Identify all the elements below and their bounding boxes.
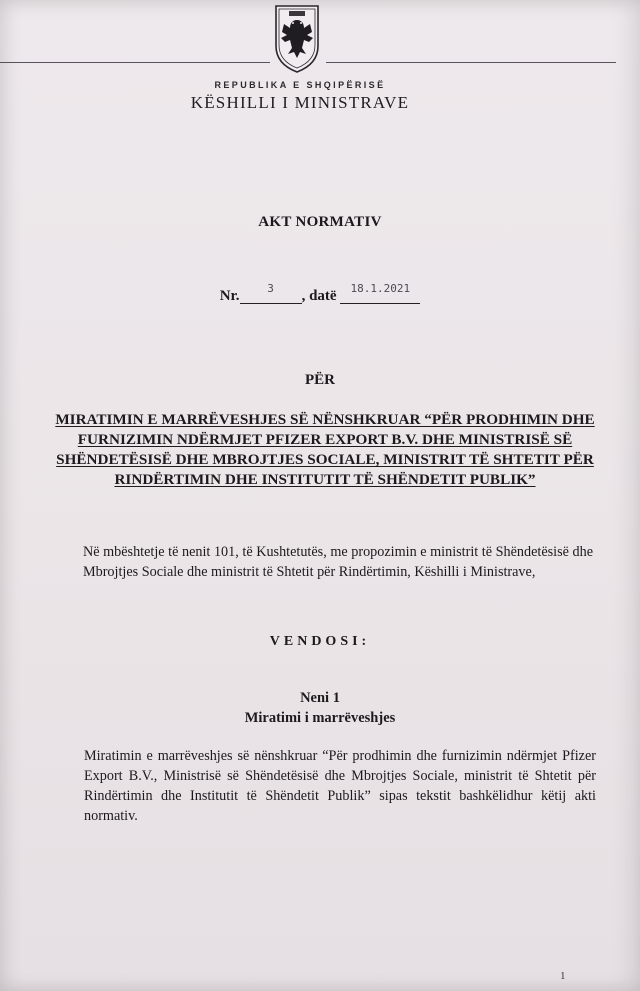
republic-name: REPUBLIKA E SHQIPËRISË (214, 80, 386, 90)
article-title: Miratimi i marrëveshjes (244, 710, 396, 726)
number-value: 3 (267, 282, 274, 295)
article-body: Miratimin e marrëveshjes së nënshkruar “Për prodhimin dhe furnizimin ndërmjet Pfizer Export B.V., Ministrisë së Shëndetësisë dhe Mbrojtjes Sociale, ministrit të Shtetit për Rindërtimin dhe Institutit të Shëndetit Publik” sipas tekstit bashkëlidhur këtij akti normativ. (84, 748, 596, 824)
article-number: Neni 1 (300, 690, 340, 706)
preamble-paragraph: Në mbështetje të nenit 101, të Kushtetutës, me propozimin e ministrit të Shëndetësisë dhe Mbrojtjes Sociale dhe ministrit të Shtetit për Rindërtimin, Këshilli i Ministrave, (83, 544, 593, 580)
date-label: , datë (301, 288, 337, 304)
header-rule-right (326, 62, 616, 63)
council-of-ministers-name: KËSHILLI I MINISTRAVE (190, 93, 410, 112)
act-title: MIRATIMIN E MARRËVESHJES SË NËNSHKRUAR “PËR PRODHIMIN DHE FURNIZIMIN NDËRMJET PFIZER EXPORT B.V. DHE MINISTRISË SË SHËNDETËSISË DHE MBROJTJES SOCIALE, MINISTRIT TË SHTETIT PËR RINDËRTIMIN DHE INSTITUTIT TË SHËNDETIT PUBLIK” (55, 411, 595, 488)
albanian-eagle-coat-of-arms-icon (272, 2, 322, 74)
date-field (340, 282, 420, 304)
number-field (240, 282, 302, 304)
vendosi-heading: VENDOSI: (269, 634, 371, 649)
document-type-heading: AKT NORMATIV (258, 214, 382, 230)
header-rule-left (0, 62, 270, 63)
number-date-line (0, 282, 640, 305)
per-heading: PËR (305, 372, 335, 388)
page-number: 1 (560, 970, 566, 982)
date-value: 18.1.2021 (350, 282, 411, 295)
number-label: Nr. (219, 288, 240, 304)
